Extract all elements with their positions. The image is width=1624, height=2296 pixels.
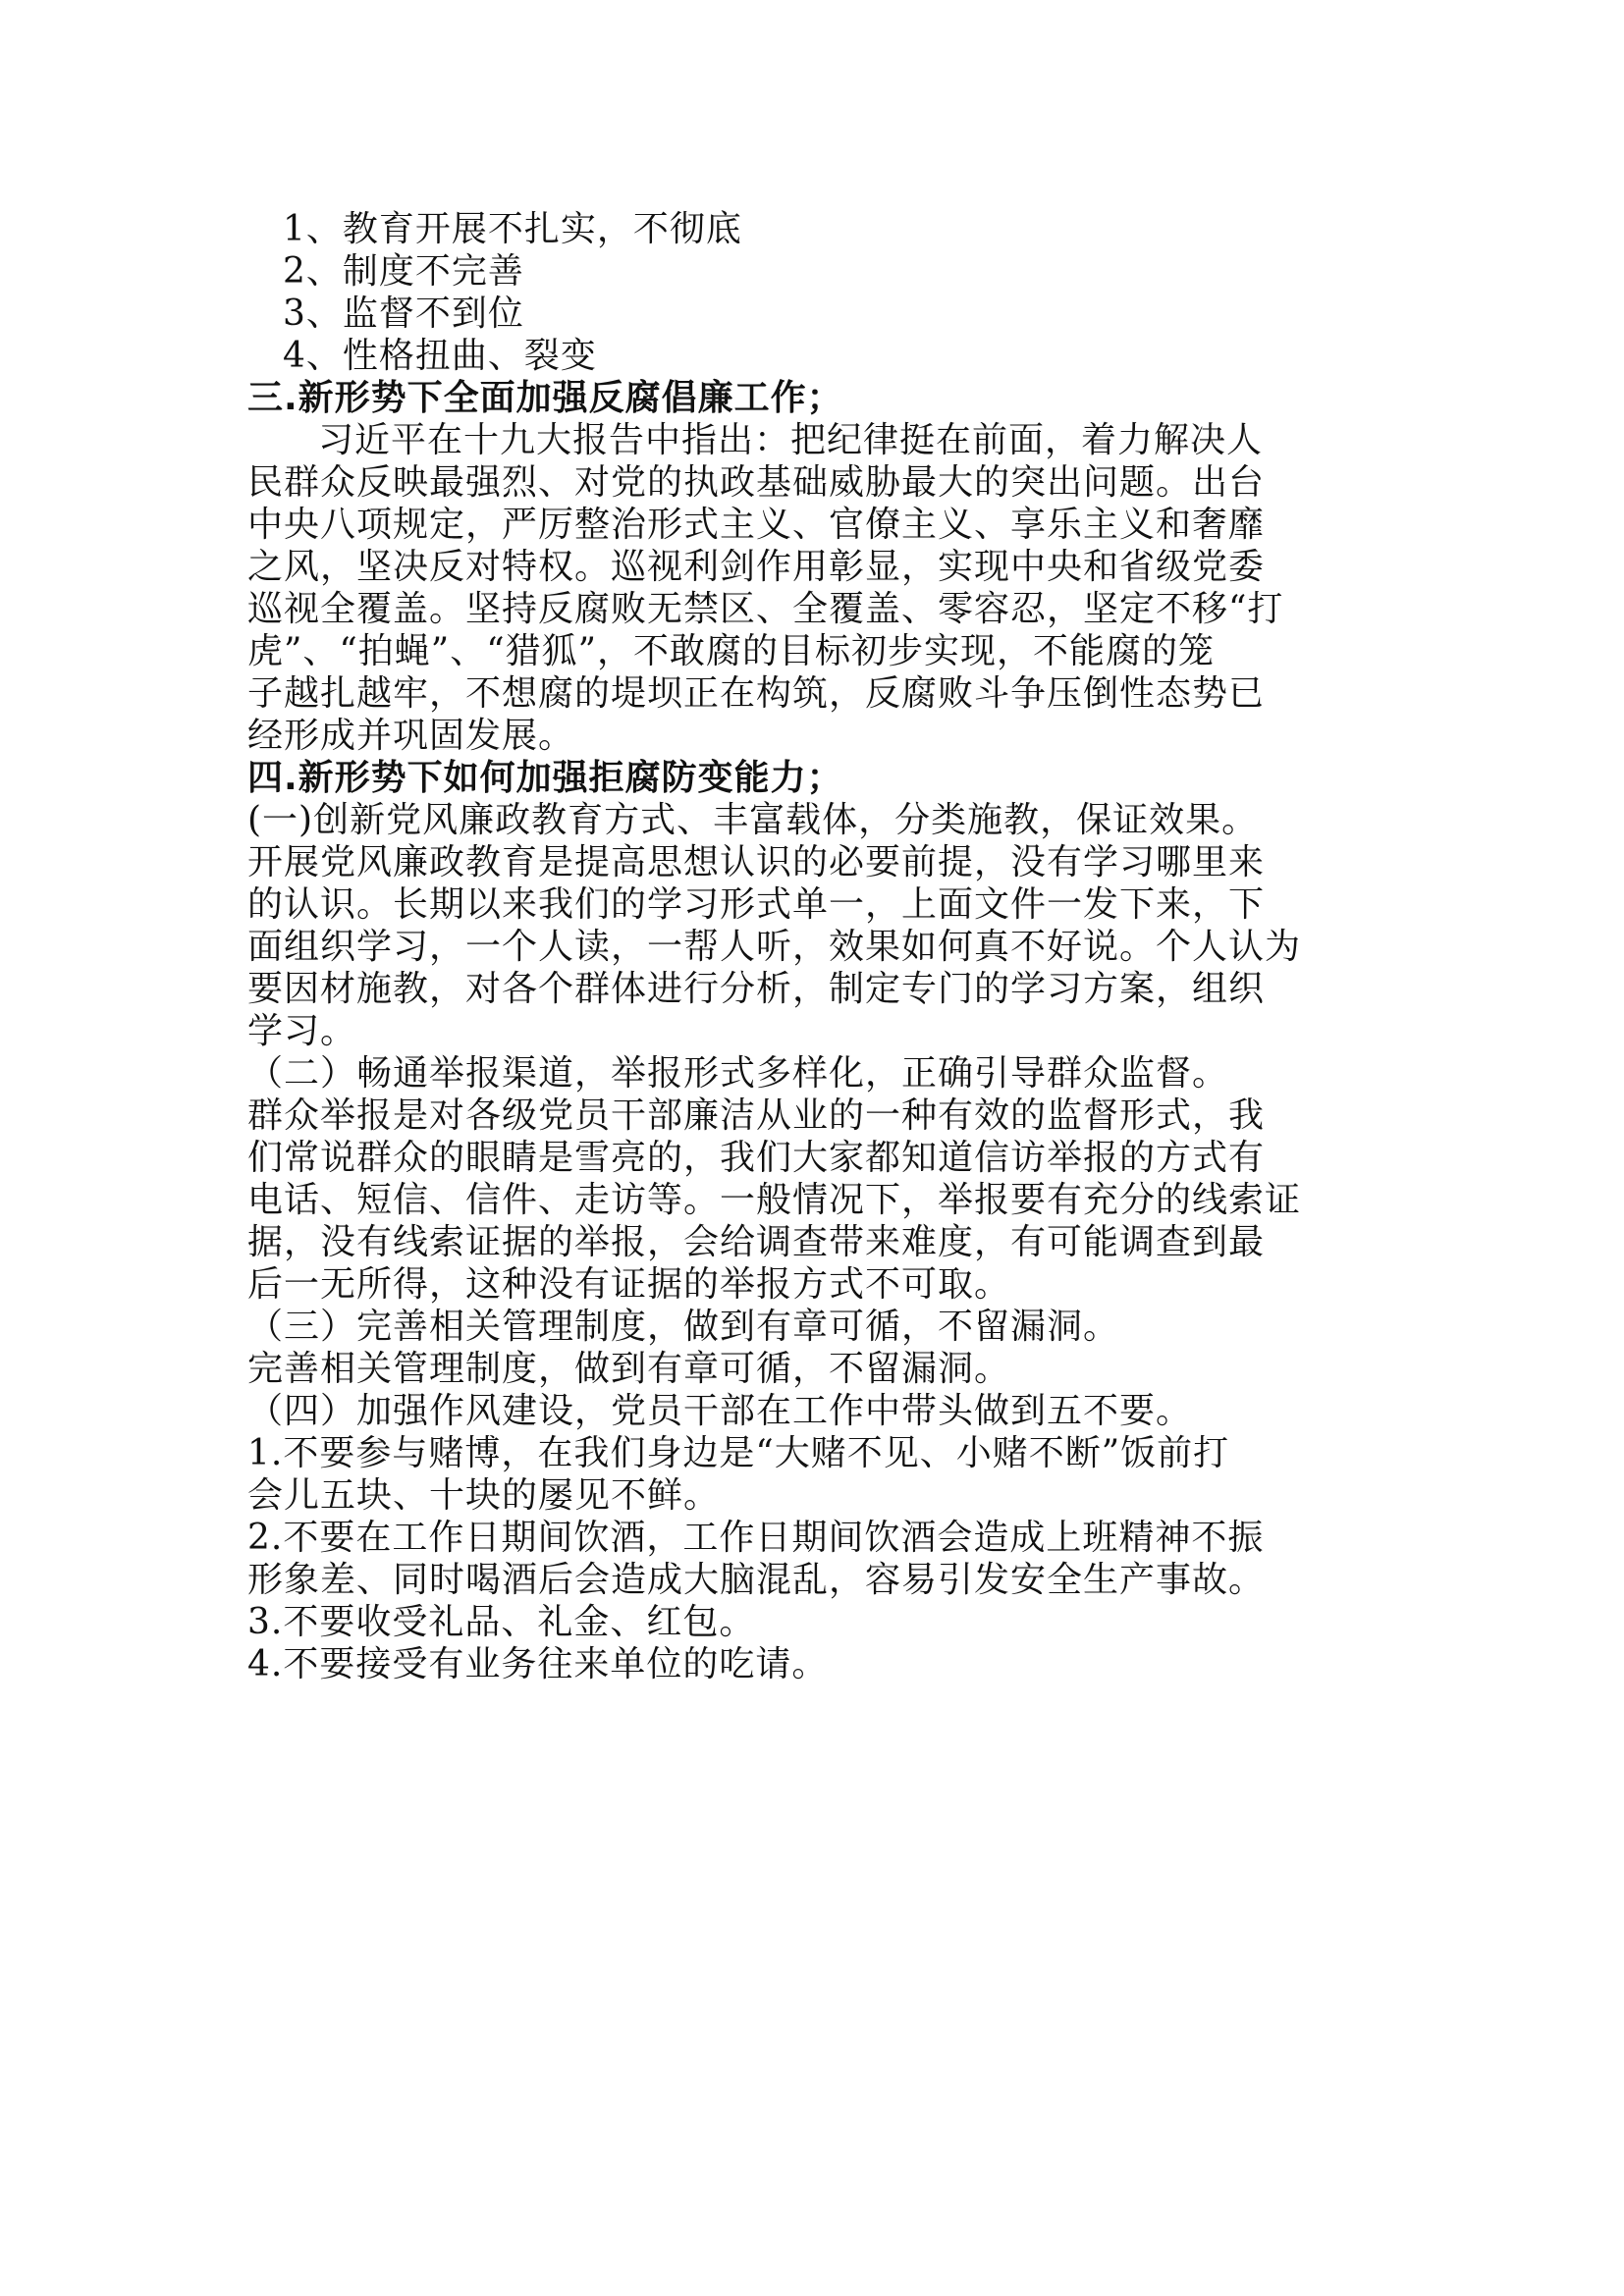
paragraph-line: 中央八项规定，严厉整治形式主义、官僚主义、享乐主义和奢靡	[247, 505, 1266, 545]
paragraph-line: （四）加强作风建设，党员干部在工作中带头做到五不要。	[247, 1391, 1193, 1431]
paragraph-line: 的认识。长期以来我们的学习形式单一，上面文件一发下来，下	[247, 884, 1266, 925]
list-item: 3、监督不到位	[283, 294, 524, 334]
paragraph-line: 要因材施教，对各个群体进行分析，制定专门的学习方案，组织	[247, 969, 1266, 1009]
section-heading: 三.新形势下全面加强反腐倡廉工作；	[247, 378, 843, 418]
paragraph-line: 完善相关管理制度，做到有章可循，不留漏洞。	[247, 1349, 1011, 1389]
section-heading: 四.新形势下如何加强拒腐防变能力；	[247, 758, 843, 798]
paragraph-line: 据，没有线索证据的举报，会给调查带来难度，有可能调查到最	[247, 1222, 1266, 1262]
paragraph-line: 学习。	[247, 1011, 357, 1051]
list-item: 4、性格扭曲、裂变	[283, 336, 597, 376]
list-item: 1、教育开展不扎实，不彻底	[283, 209, 742, 249]
paragraph-line: 1.不要参与赌博，在我们身边是“大赌不见、小赌不断”饭前打	[247, 1433, 1230, 1473]
paragraph-line: 民群众反映最强烈、对党的执政基础威胁最大的突出问题。出台	[247, 462, 1266, 503]
paragraph-line: 群众举报是对各级党员干部廉洁从业的一种有效的监督形式，我	[247, 1095, 1266, 1136]
section-paragraph	[247, 799, 1396, 1685]
paragraph-line: 虎”、“拍蝇”、“猎狐”，不敢腐的目标初步实现，不能腐的笼	[247, 631, 1216, 671]
paragraph-line: 4.不要接受有业务往来单位的吃请。	[247, 1644, 829, 1684]
paragraph-line: (一)创新党风廉政教育方式、丰富载体，分类施教，保证效果。	[247, 800, 1259, 840]
paragraph-line: 们常说群众的眼睛是雪亮的，我们大家都知道信访举报的方式有	[247, 1138, 1266, 1178]
section-paragraph	[247, 419, 1396, 757]
paragraph-line: 会儿五块、十块的屡见不鲜。	[247, 1475, 721, 1516]
document-page	[247, 208, 1396, 1685]
paragraph-line: 3.不要收受礼品、礼金、红包。	[247, 1602, 756, 1642]
paragraph-line: 之风，坚决反对特权。巡视利剑作用彰显，实现中央和省级党委	[247, 547, 1266, 587]
paragraph-line: 开展党风廉政教育是提高思想认识的必要前提，没有学习哪里来	[247, 842, 1266, 882]
list-item: 2、制度不完善	[283, 251, 524, 292]
paragraph-line: 经形成并巩固发展。	[247, 716, 575, 756]
paragraph-line: 子越扎越牢，不想腐的堤坝正在构筑，反腐败斗争压倒性态势已	[247, 673, 1266, 714]
paragraph-line: （三）完善相关管理制度，做到有章可循，不留漏洞。	[247, 1307, 1120, 1347]
paragraph-line: 巡视全覆盖。坚持反腐败无禁区、全覆盖、零容忍，坚定不移“打	[247, 589, 1284, 629]
paragraph-line: 面组织学习，一个人读，一帮人听，效果如何真不好说。个人认为	[247, 927, 1302, 967]
paragraph-line: 后一无所得，这种没有证据的举报方式不可取。	[247, 1264, 1011, 1305]
paragraph-line: 习近平在十九大报告中指出：把纪律挺在前面，着力解决人	[318, 420, 1264, 460]
paragraph-line: （二）畅通举报渠道，举报形式多样化，正确引导群众监督。	[247, 1053, 1229, 1094]
paragraph-line: 2.不要在工作日期间饮酒，工作日期间饮酒会造成上班精神不振	[247, 1518, 1265, 1558]
paragraph-line: 电话、短信、信件、走访等。一般情况下，举报要有充分的线索证	[247, 1180, 1302, 1220]
paragraph-line: 形象差、同时喝酒后会造成大脑混乱，容易引发安全生产事故。	[247, 1560, 1266, 1600]
